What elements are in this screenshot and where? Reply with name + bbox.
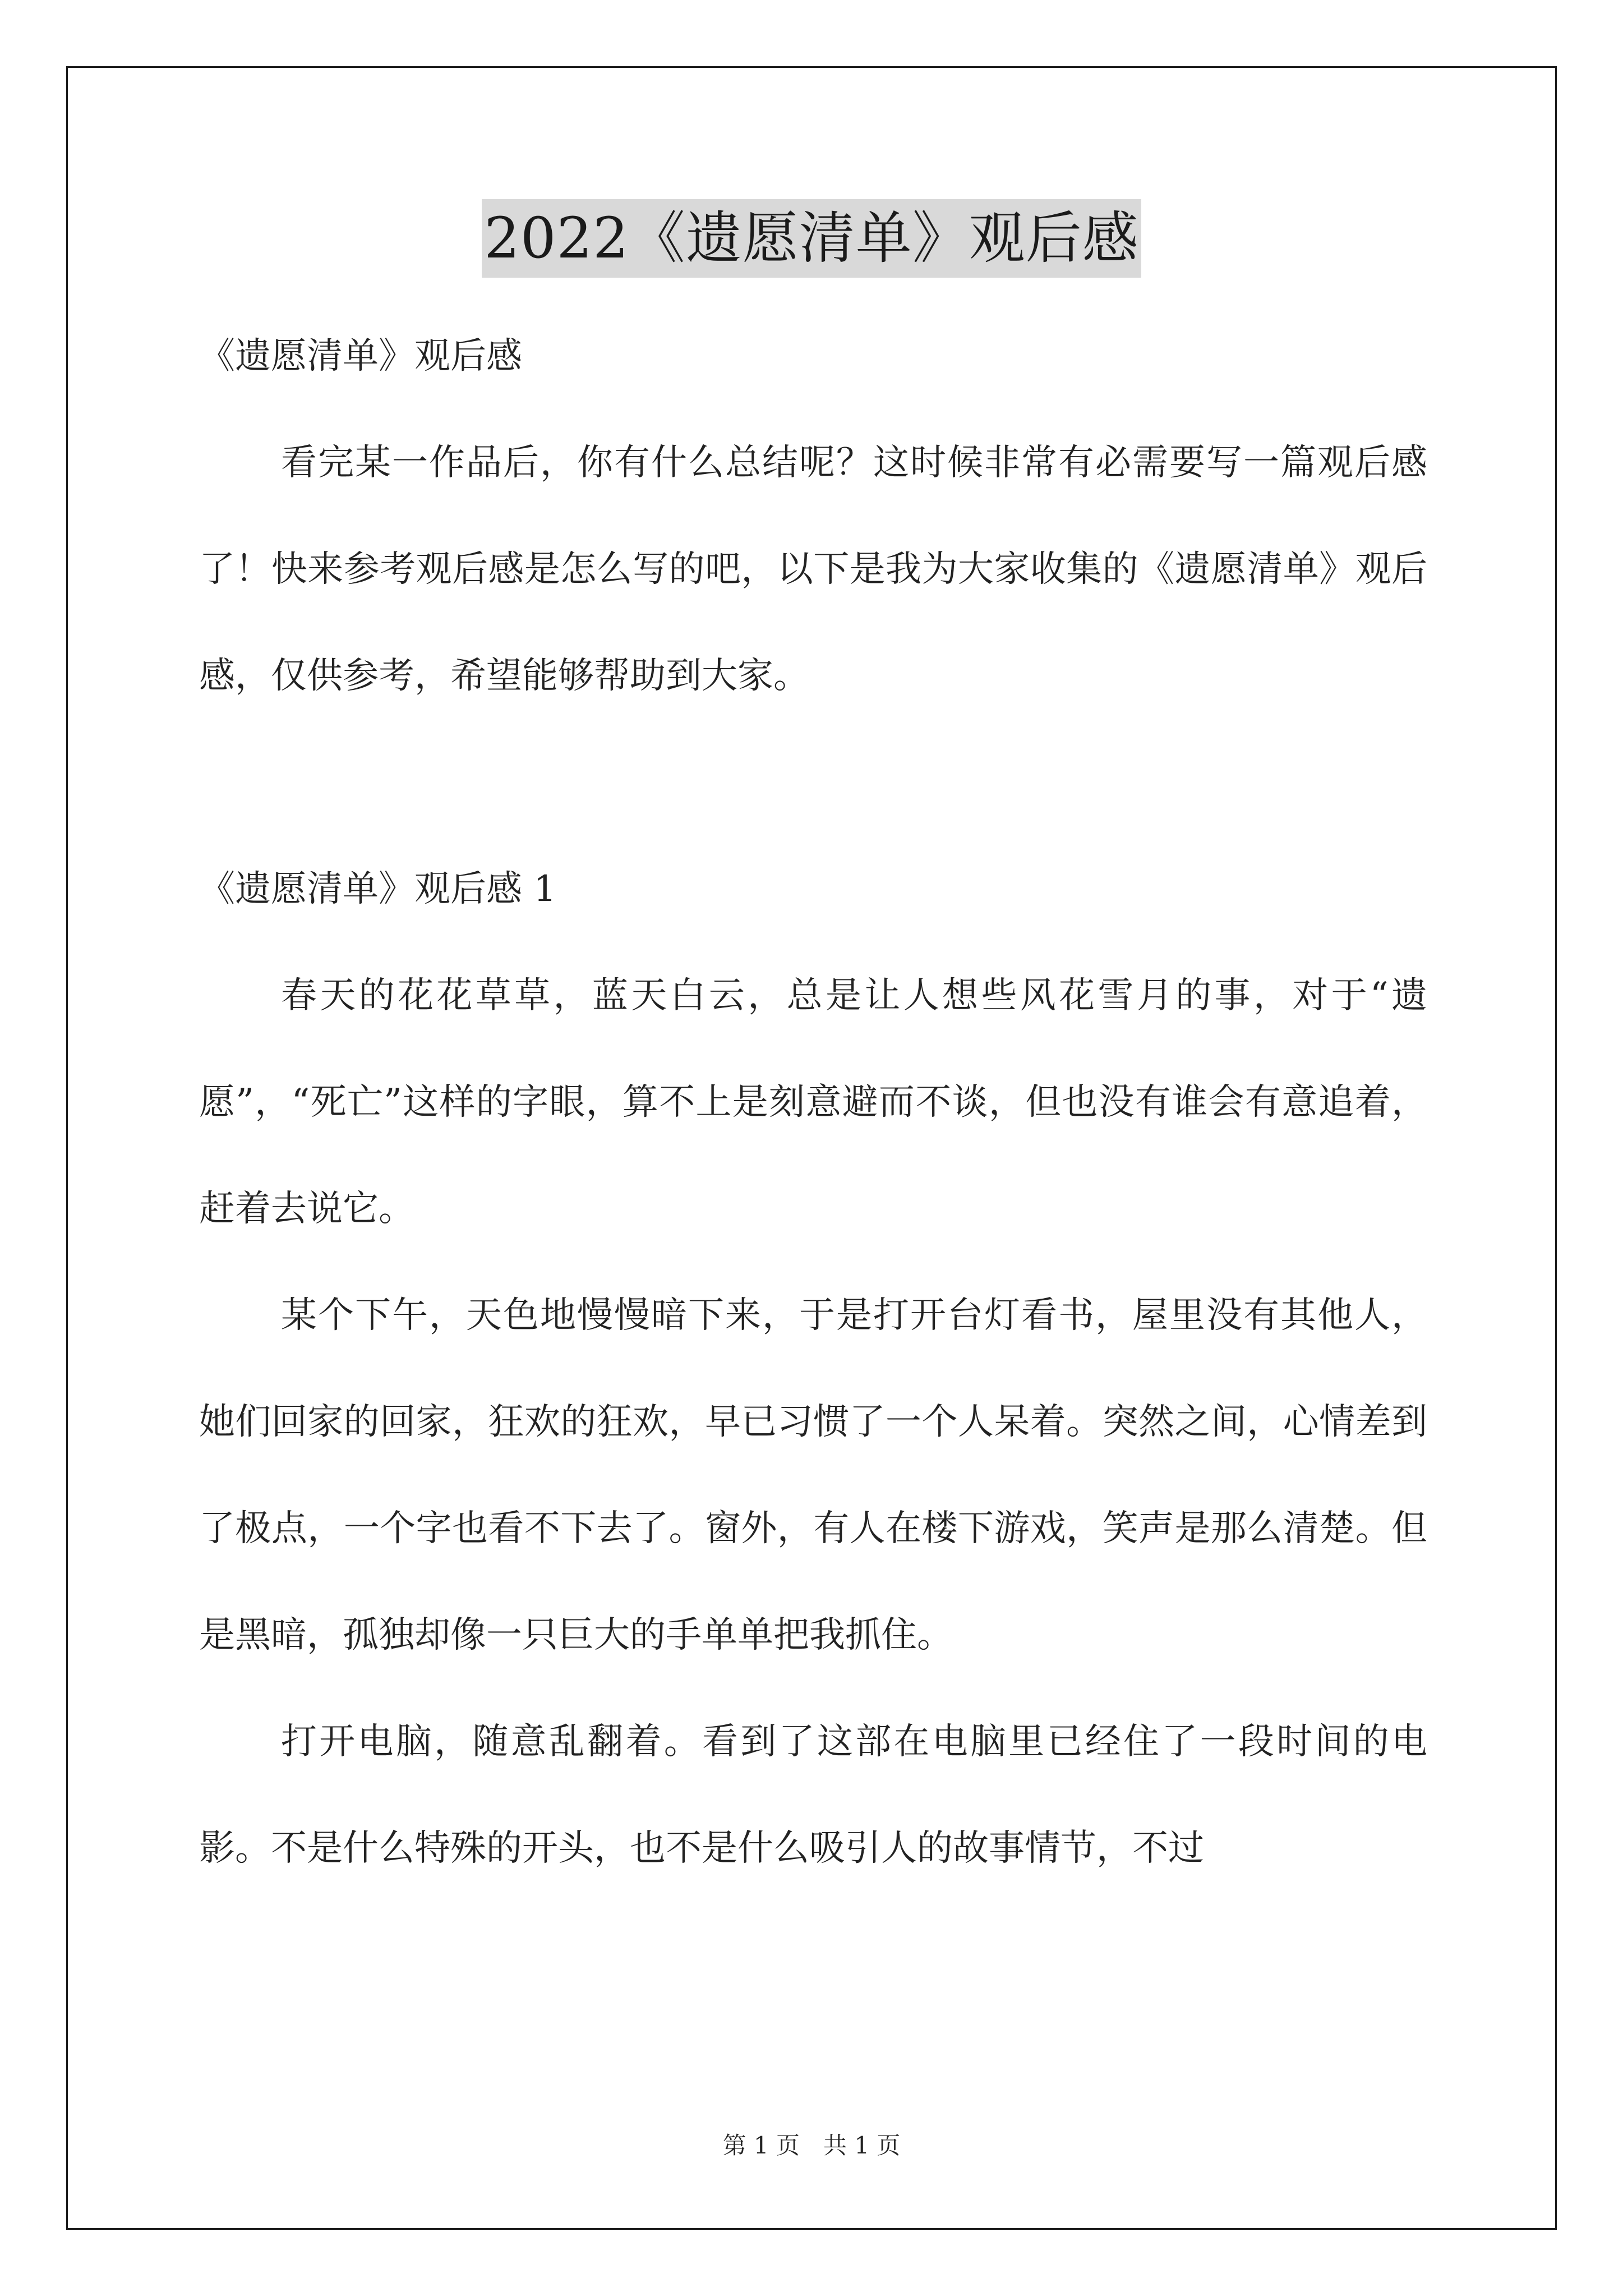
page-footer: 第 1 页 共 1 页	[722, 2132, 901, 2159]
body-paragraph-1: 春天的花花草草，蓝天白云，总是让人想些风花雪月的事，对于“遗愿”，“死亡”这样的字眼，算不上是刻意避而不谈，但也没有谁会有意追着，赶着去说它。	[199, 975, 1427, 1230]
intro-heading: 《遗愿清单》观后感	[199, 335, 522, 377]
body-paragraph-3: 打开电脑，随意乱翻着。看到了这部在电脑里已经住了一段时间的电影。不是什么特殊的开头，也不是什么吸引人的故事情节，不过	[199, 1721, 1427, 1869]
paragraph-spacer	[199, 729, 1427, 836]
document-title: 2022《遗愿清单》观后感	[482, 199, 1141, 278]
document-body	[199, 303, 1427, 1902]
intro-paragraph: 看完某一作品后，你有什么总结呢？这时候非常有必需要写一篇观后感了！快来参考观后感是怎么写的吧，以下是我为大家收集的《遗愿清单》观后感，仅供参考，希望能够帮助到大家。	[199, 442, 1427, 697]
section-heading: 《遗愿清单》观后感 1	[199, 868, 557, 910]
title-container	[0, 199, 1623, 278]
body-paragraph-2: 某个下午，天色地慢慢暗下来，于是打开台灯看书，屋里没有其他人，她们回家的回家，狂欢的狂欢，早已习惯了一个人呆着。突然之间，心情差到了极点，一个字也看不下去了。窗外，有人在楼下游戏，笑声是那么清楚。但是黑暗，孤独却像一只巨大的手单单把我抓住。	[199, 1295, 1427, 1656]
